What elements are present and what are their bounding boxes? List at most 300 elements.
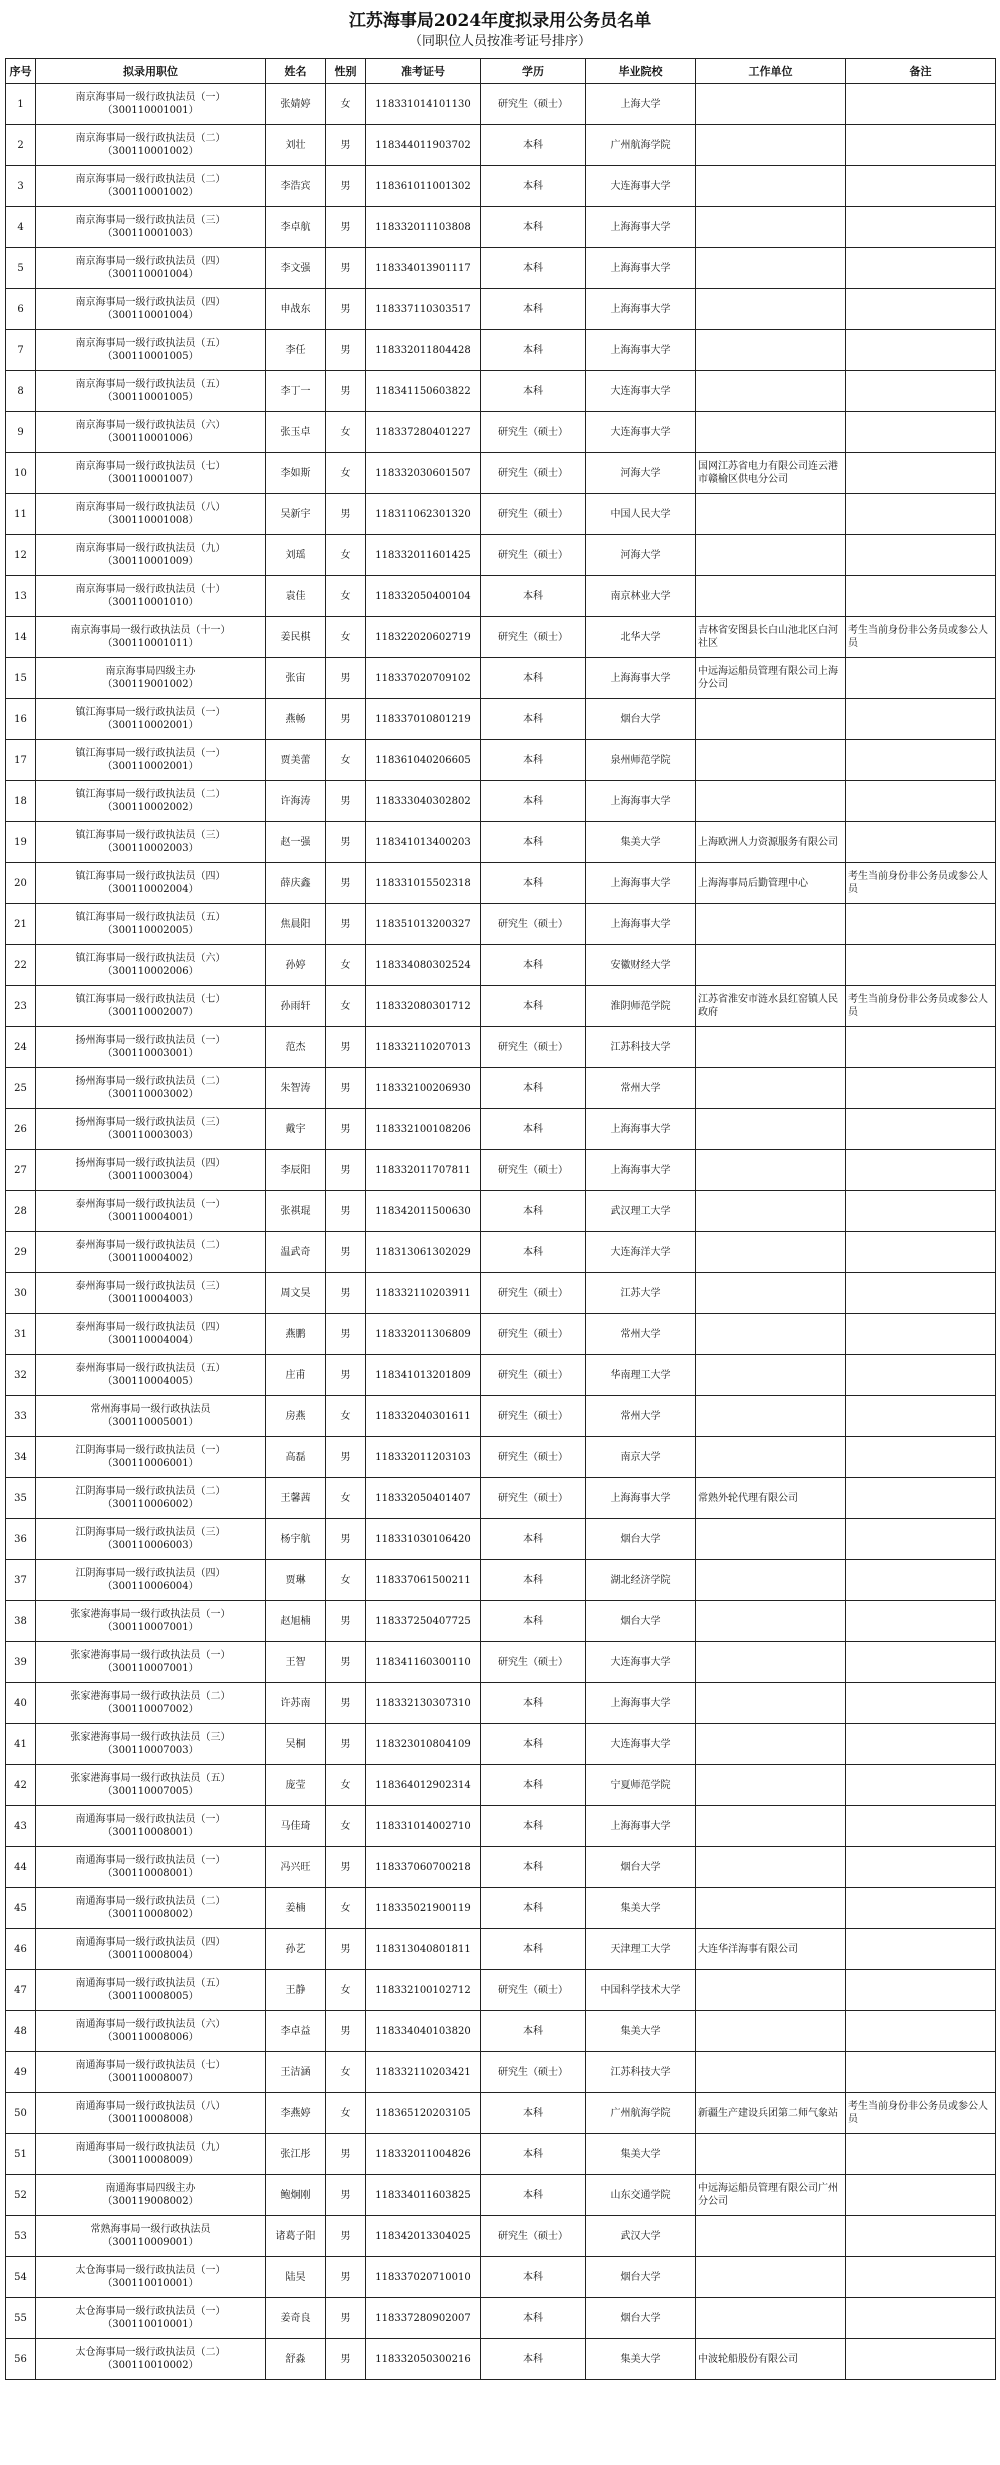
cell-no: 35 (6, 1478, 36, 1519)
position-title: 泰州海事局一级行政执法员（二） (75, 1240, 226, 1251)
table-row (6, 2339, 996, 2380)
cell-school: 江苏科技大学 (586, 2052, 696, 2093)
table-row (6, 535, 996, 576)
cell-name: 高磊 (266, 1437, 326, 1478)
position-code: （300110002002） (102, 802, 199, 813)
cell-exam-number: 118331014002710 (366, 1806, 481, 1847)
cell-work-unit (696, 1888, 846, 1929)
cell-name: 张祺琨 (266, 1191, 326, 1232)
cell-education: 研究生（硕士） (481, 1478, 586, 1519)
cell-position (36, 1027, 266, 1068)
cell-name: 温武奇 (266, 1232, 326, 1273)
cell-position (36, 2298, 266, 2339)
cell-position (36, 2339, 266, 2380)
position-title: 江阴海事局一级行政执法员（一） (75, 1445, 226, 1456)
cell-education: 本科 (481, 740, 586, 781)
cell-work-unit (696, 330, 846, 371)
cell-name: 李任 (266, 330, 326, 371)
cell-gender: 男 (326, 125, 366, 166)
cell-no: 51 (6, 2134, 36, 2175)
cell-education: 研究生（硕士） (481, 1970, 586, 2011)
cell-name: 李如斯 (266, 453, 326, 494)
cell-name: 燕鹏 (266, 1314, 326, 1355)
cell-name: 冯兴旺 (266, 1847, 326, 1888)
cell-work-unit: 国网江苏省电力有限公司连云港市赣榆区供电分公司 (696, 453, 846, 494)
table-row (6, 1355, 996, 1396)
table-row (6, 330, 996, 371)
table-row (6, 1478, 996, 1519)
cell-exam-number: 118332050300216 (366, 2339, 481, 2380)
table-row (6, 1027, 996, 1068)
cell-name: 孙艺 (266, 1929, 326, 1970)
cell-gender: 男 (326, 1601, 366, 1642)
cell-education: 本科 (481, 863, 586, 904)
cell-exam-number: 118332011306809 (366, 1314, 481, 1355)
table-row (6, 1806, 996, 1847)
cell-gender: 男 (326, 371, 366, 412)
position-title: 南通海事局一级行政执法员（七） (75, 2060, 226, 2071)
cell-gender: 女 (326, 84, 366, 125)
table-row (6, 207, 996, 248)
cell-exam-number: 118331015502318 (366, 863, 481, 904)
cell-exam-number: 118332011601425 (366, 535, 481, 576)
cell-school: 烟台大学 (586, 1601, 696, 1642)
cell-name: 庞莹 (266, 1765, 326, 1806)
position-title: 常州海事局一级行政执法员 (90, 1404, 211, 1415)
cell-education: 本科 (481, 2257, 586, 2298)
cell-work-unit (696, 248, 846, 289)
table-row (6, 740, 996, 781)
position-title: 泰州海事局一级行政执法员（一） (75, 1199, 226, 1210)
cell-no: 14 (6, 617, 36, 658)
cell-position (36, 1232, 266, 1273)
cell-work-unit: 上海欧洲人力资源服务有限公司 (696, 822, 846, 863)
cell-name: 张宙 (266, 658, 326, 699)
cell-school: 武汉大学 (586, 2216, 696, 2257)
cell-position (36, 2175, 266, 2216)
position-code: （300110001005） (102, 392, 199, 403)
cell-position (36, 1273, 266, 1314)
cell-note (846, 2339, 996, 2380)
cell-gender: 女 (326, 1888, 366, 1929)
cell-gender: 男 (326, 1929, 366, 1970)
position-code: （300110001004） (102, 269, 199, 280)
cell-position (36, 412, 266, 453)
cell-education: 本科 (481, 1560, 586, 1601)
cell-position (36, 289, 266, 330)
cell-school: 烟台大学 (586, 1519, 696, 1560)
cell-name: 贾美蕾 (266, 740, 326, 781)
cell-position (36, 166, 266, 207)
cell-exam-number: 118332110207013 (366, 1027, 481, 1068)
cell-exam-number: 118332100206930 (366, 1068, 481, 1109)
cell-name: 赵旭楠 (266, 1601, 326, 1642)
cell-school: 大连海洋大学 (586, 1232, 696, 1273)
cell-position (36, 2052, 266, 2093)
cell-work-unit (696, 1273, 846, 1314)
position-code: （300110008005） (102, 1991, 199, 2002)
cell-exam-number: 118331030106420 (366, 1519, 481, 1560)
table-row (6, 1191, 996, 1232)
cell-note (846, 1027, 996, 1068)
cell-name: 王智 (266, 1642, 326, 1683)
cell-work-unit (696, 2216, 846, 2257)
cell-school: 大连海事大学 (586, 166, 696, 207)
position-code: （300119008002） (102, 2196, 199, 2207)
cell-position (36, 576, 266, 617)
cell-school: 南京林业大学 (586, 576, 696, 617)
cell-gender: 男 (326, 166, 366, 207)
position-code: （300110001010） (102, 597, 199, 608)
position-code: （300110008008） (102, 2114, 199, 2125)
cell-education: 本科 (481, 1109, 586, 1150)
cell-work-unit (696, 166, 846, 207)
cell-position (36, 1724, 266, 1765)
cell-exam-number: 118337020710010 (366, 2257, 481, 2298)
cell-exam-number: 118323010804109 (366, 1724, 481, 1765)
cell-no: 12 (6, 535, 36, 576)
cell-note (846, 1601, 996, 1642)
table-row (6, 371, 996, 412)
cell-position (36, 2216, 266, 2257)
cell-education: 本科 (481, 1683, 586, 1724)
cell-education: 本科 (481, 1847, 586, 1888)
position-code: （300110002001） (102, 761, 199, 772)
cell-education: 本科 (481, 330, 586, 371)
cell-work-unit (696, 371, 846, 412)
position-code: （300110007003） (102, 1745, 199, 1756)
cell-name: 袁佳 (266, 576, 326, 617)
cell-work-unit: 大连华洋海事有限公司 (696, 1929, 846, 1970)
position-title: 镇江海事局一级行政执法员（七） (75, 994, 226, 1005)
cell-note (846, 1970, 996, 2011)
table-row (6, 1847, 996, 1888)
cell-education: 研究生（硕士） (481, 535, 586, 576)
cell-position (36, 1437, 266, 1478)
cell-name: 李浩宾 (266, 166, 326, 207)
position-title: 南通海事局一级行政执法员（一） (75, 1814, 226, 1825)
position-code: （300119001002） (102, 679, 199, 690)
cell-position (36, 822, 266, 863)
cell-school: 上海海事大学 (586, 248, 696, 289)
position-code: （300110001007） (102, 474, 199, 485)
position-title: 镇江海事局一级行政执法员（三） (75, 830, 226, 841)
position-title: 南京海事局一级行政执法员（二） (75, 133, 226, 144)
cell-work-unit (696, 1806, 846, 1847)
cell-gender: 男 (326, 1683, 366, 1724)
cell-work-unit (696, 1847, 846, 1888)
cell-education: 本科 (481, 576, 586, 617)
position-code: （300110004001） (102, 1212, 199, 1223)
cell-gender: 女 (326, 576, 366, 617)
table-row (6, 1683, 996, 1724)
cell-gender: 女 (326, 945, 366, 986)
cell-education: 本科 (481, 1888, 586, 1929)
cell-no: 9 (6, 412, 36, 453)
cell-note (846, 2052, 996, 2093)
cell-gender: 女 (326, 740, 366, 781)
cell-name: 杨宇航 (266, 1519, 326, 1560)
cell-work-unit (696, 1642, 846, 1683)
cell-work-unit (696, 2298, 846, 2339)
cell-school: 烟台大学 (586, 2298, 696, 2339)
cell-work-unit (696, 1519, 846, 1560)
cell-no: 48 (6, 2011, 36, 2052)
position-title: 江阴海事局一级行政执法员（三） (75, 1527, 226, 1538)
table-row (6, 1232, 996, 1273)
header-gender: 性别 (326, 59, 366, 84)
cell-school: 上海海事大学 (586, 1683, 696, 1724)
cell-school: 集美大学 (586, 2011, 696, 2052)
cell-gender: 男 (326, 1724, 366, 1765)
cell-position (36, 904, 266, 945)
position-title: 常熟海事局一级行政执法员 (90, 2224, 211, 2235)
cell-name: 王洁涵 (266, 2052, 326, 2093)
cell-note (846, 207, 996, 248)
cell-note: 考生当前身份非公务员或参公人员 (846, 863, 996, 904)
cell-exam-number: 118332110203911 (366, 1273, 481, 1314)
cell-note (846, 330, 996, 371)
cell-note: 考生当前身份非公务员或参公人员 (846, 617, 996, 658)
cell-name: 张玉卓 (266, 412, 326, 453)
position-code: （300110007005） (102, 1786, 199, 1797)
cell-exam-number: 118332011804428 (366, 330, 481, 371)
position-code: （300110006004） (102, 1581, 199, 1592)
cell-exam-number: 118332130307310 (366, 1683, 481, 1724)
cell-no: 23 (6, 986, 36, 1027)
cell-name: 孙雨轩 (266, 986, 326, 1027)
position-title: 泰州海事局一级行政执法员（四） (75, 1322, 226, 1333)
cell-position (36, 617, 266, 658)
cell-no: 46 (6, 1929, 36, 1970)
cell-school: 集美大学 (586, 822, 696, 863)
position-code: （300110009001） (102, 2237, 199, 2248)
cell-name: 李燕婷 (266, 2093, 326, 2134)
cell-no: 32 (6, 1355, 36, 1396)
cell-school: 常州大学 (586, 1068, 696, 1109)
cell-exam-number: 118337280401227 (366, 412, 481, 453)
cell-school: 上海大学 (586, 84, 696, 125)
cell-name: 姜奇良 (266, 2298, 326, 2339)
cell-name: 刘瑶 (266, 535, 326, 576)
position-title: 南通海事局四级主办 (105, 2183, 196, 2194)
position-code: （300110003002） (102, 1089, 199, 1100)
cell-school: 安徽财经大学 (586, 945, 696, 986)
cell-name: 范杰 (266, 1027, 326, 1068)
cell-school: 上海海事大学 (586, 781, 696, 822)
cell-education: 本科 (481, 1724, 586, 1765)
cell-note (846, 535, 996, 576)
cell-position (36, 453, 266, 494)
cell-school: 中国科学技术大学 (586, 1970, 696, 2011)
cell-education: 本科 (481, 1068, 586, 1109)
table-row (6, 617, 996, 658)
cell-education: 研究生（硕士） (481, 494, 586, 535)
cell-gender: 女 (326, 1478, 366, 1519)
cell-school: 上海海事大学 (586, 1109, 696, 1150)
header-position: 拟录用职位 (36, 59, 266, 84)
cell-name: 许苏南 (266, 1683, 326, 1724)
position-title: 镇江海事局一级行政执法员（二） (75, 789, 226, 800)
cell-gender: 男 (326, 699, 366, 740)
cell-name: 姜民棋 (266, 617, 326, 658)
position-title: 泰州海事局一级行政执法员（三） (75, 1281, 226, 1292)
position-code: （300110001008） (102, 515, 199, 526)
cell-work-unit (696, 904, 846, 945)
cell-position (36, 1560, 266, 1601)
cell-no: 43 (6, 1806, 36, 1847)
cell-exam-number: 118332030601507 (366, 453, 481, 494)
cell-no: 42 (6, 1765, 36, 1806)
cell-gender: 男 (326, 1847, 366, 1888)
cell-gender: 女 (326, 986, 366, 1027)
position-code: （300110010001） (102, 2278, 199, 2289)
cell-gender: 男 (326, 1109, 366, 1150)
cell-no: 29 (6, 1232, 36, 1273)
cell-position (36, 1683, 266, 1724)
cell-position (36, 1109, 266, 1150)
cell-work-unit (696, 1724, 846, 1765)
position-title: 南京海事局四级主办 (105, 666, 196, 677)
cell-school: 河海大学 (586, 535, 696, 576)
table-row (6, 2134, 996, 2175)
cell-position (36, 1806, 266, 1847)
position-title: 扬州海事局一级行政执法员（三） (75, 1117, 226, 1128)
cell-no: 53 (6, 2216, 36, 2257)
cell-education: 本科 (481, 822, 586, 863)
cell-name: 刘壮 (266, 125, 326, 166)
position-code: （300110003001） (102, 1048, 199, 1059)
position-title: 南京海事局一级行政执法员（四） (75, 297, 226, 308)
cell-work-unit (696, 1396, 846, 1437)
cell-work-unit: 江苏省淮安市涟水县红窑镇人民政府 (696, 986, 846, 1027)
cell-note (846, 2216, 996, 2257)
cell-work-unit (696, 84, 846, 125)
cell-position (36, 84, 266, 125)
document-subtitle: （同职位人员按准考证号排序） (408, 34, 591, 49)
cell-position (36, 2093, 266, 2134)
table-row (6, 576, 996, 617)
cell-no: 28 (6, 1191, 36, 1232)
cell-note (846, 412, 996, 453)
position-title: 南通海事局一级行政执法员（二） (75, 1896, 226, 1907)
cell-exam-number: 118332050401407 (366, 1478, 481, 1519)
cell-no: 31 (6, 1314, 36, 1355)
cell-exam-number: 118337250407725 (366, 1601, 481, 1642)
cell-no: 2 (6, 125, 36, 166)
position-code: （300110001004） (102, 310, 199, 321)
position-title: 镇江海事局一级行政执法员（六） (75, 953, 226, 964)
cell-education: 本科 (481, 699, 586, 740)
cell-position (36, 1519, 266, 1560)
position-code: （300110007002） (102, 1704, 199, 1715)
cell-education: 本科 (481, 1601, 586, 1642)
cell-no: 1 (6, 84, 36, 125)
table-row (6, 1765, 996, 1806)
table-row (6, 1560, 996, 1601)
table-row (6, 248, 996, 289)
cell-note (846, 1724, 996, 1765)
cell-gender: 男 (326, 658, 366, 699)
cell-gender: 男 (326, 904, 366, 945)
position-title: 南通海事局一级行政执法员（九） (75, 2142, 226, 2153)
position-code: （300110002001） (102, 720, 199, 731)
cell-work-unit (696, 1191, 846, 1232)
cell-school: 广州航海学院 (586, 125, 696, 166)
table-row (6, 822, 996, 863)
cell-gender: 女 (326, 535, 366, 576)
cell-no: 10 (6, 453, 36, 494)
cell-note (846, 1068, 996, 1109)
cell-education: 本科 (481, 248, 586, 289)
cell-note (846, 904, 996, 945)
cell-note (846, 2134, 996, 2175)
cell-position (36, 699, 266, 740)
position-title: 江阴海事局一级行政执法员（二） (75, 1486, 226, 1497)
cell-gender: 女 (326, 453, 366, 494)
cell-education: 研究生（硕士） (481, 1027, 586, 1068)
position-code: （300110008007） (102, 2073, 199, 2084)
cell-exam-number: 118332011004826 (366, 2134, 481, 2175)
cell-work-unit (696, 699, 846, 740)
position-code: （300110010001） (102, 2319, 199, 2330)
cell-school: 天津理工大学 (586, 1929, 696, 1970)
table-row (6, 2257, 996, 2298)
cell-note (846, 781, 996, 822)
candidate-table (5, 58, 996, 2380)
table-row (6, 1929, 996, 1970)
cell-education: 研究生（硕士） (481, 904, 586, 945)
cell-school: 烟台大学 (586, 2257, 696, 2298)
cell-exam-number: 118313061302029 (366, 1232, 481, 1273)
cell-work-unit (696, 1232, 846, 1273)
table-row (6, 2175, 996, 2216)
position-code: （300110008009） (102, 2155, 199, 2166)
cell-work-unit (696, 289, 846, 330)
position-code: （300110001003） (102, 228, 199, 239)
table-row (6, 1150, 996, 1191)
cell-note (846, 1929, 996, 1970)
cell-name: 马佳琦 (266, 1806, 326, 1847)
cell-gender: 男 (326, 1150, 366, 1191)
cell-gender: 男 (326, 1027, 366, 1068)
cell-name: 焦晨阳 (266, 904, 326, 945)
position-title: 扬州海事局一级行政执法员（二） (75, 1076, 226, 1087)
cell-no: 25 (6, 1068, 36, 1109)
cell-note (846, 658, 996, 699)
cell-exam-number: 118334040103820 (366, 2011, 481, 2052)
table-row (6, 1888, 996, 1929)
cell-education: 本科 (481, 1191, 586, 1232)
cell-no: 49 (6, 2052, 36, 2093)
cell-gender: 女 (326, 1765, 366, 1806)
cell-gender: 女 (326, 617, 366, 658)
header-note: 备注 (846, 59, 996, 84)
position-title: 南京海事局一级行政执法员（六） (75, 420, 226, 431)
position-code: （300110001006） (102, 433, 199, 444)
cell-work-unit (696, 2134, 846, 2175)
cell-note (846, 576, 996, 617)
cell-name: 张婧婷 (266, 84, 326, 125)
position-code: （300110003003） (102, 1130, 199, 1141)
cell-school: 上海海事大学 (586, 289, 696, 330)
cell-position (36, 1847, 266, 1888)
table-row (6, 863, 996, 904)
position-title: 南通海事局一级行政执法员（五） (75, 1978, 226, 1989)
cell-note: 考生当前身份非公务员或参公人员 (846, 2093, 996, 2134)
position-title: 张家港海事局一级行政执法员（一） (70, 1609, 231, 1620)
cell-school: 江苏大学 (586, 1273, 696, 1314)
